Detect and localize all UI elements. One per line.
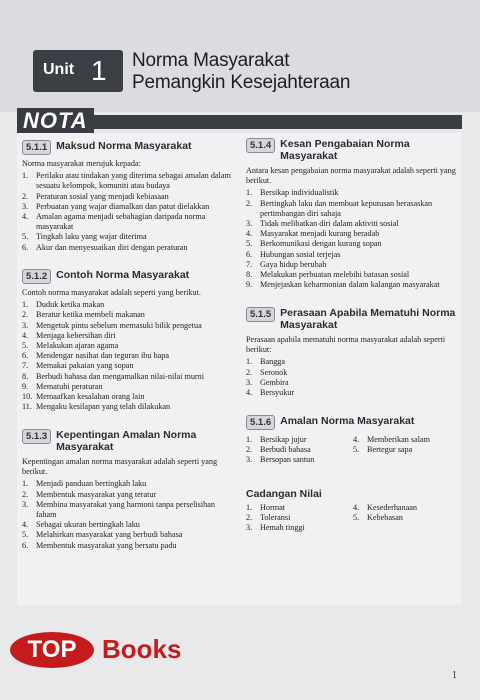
list-item-text: Toleransi [260, 513, 291, 523]
unit-label: Unit [43, 61, 75, 78]
list-item-text: Gaya hidup berubah [260, 259, 327, 269]
list-item [246, 378, 461, 388]
list-item-text: Bersikap individualistik [260, 188, 339, 198]
section-intro: Antara kesan pengabaian norma masyarakat adalah seperti yang berikut. [246, 166, 456, 186]
list-item-text: Peraturan sosial yang menjadi kebiasaan [36, 191, 169, 201]
list-item [22, 530, 237, 540]
list-item-number: 1. [246, 435, 253, 444]
list-item-text: Hemah tinggi [260, 523, 305, 533]
list-item-number: 2. [246, 445, 253, 455]
list-item [246, 357, 461, 367]
list-item [22, 331, 237, 341]
list-item [246, 250, 461, 260]
list-item-number: 1. [246, 357, 253, 367]
list-item-text: Perbuatan yang wajar diamalkan dan patut dielakkan [36, 201, 210, 211]
list-item [22, 232, 237, 242]
section-5-1-3 [22, 429, 237, 551]
section-title: Maksud Norma Masyarakat [56, 140, 192, 152]
unit-badge [33, 50, 123, 92]
list-item-number: 11. [22, 402, 32, 412]
list-item-number: 3. [246, 523, 253, 533]
list-item [246, 260, 461, 270]
list-item-text: Memaafkan kesalahan orang lain [36, 392, 145, 402]
list-item-number: 5. [353, 445, 360, 455]
list-item [246, 503, 353, 513]
list-item-number: 6. [22, 351, 29, 361]
list-item-text: Bersyukur [260, 388, 295, 398]
list-item [246, 435, 353, 445]
two-column-list [246, 435, 461, 466]
unit-number: 1 [91, 55, 107, 86]
list-item-number: 9. [22, 381, 29, 391]
section-5-1-6 [246, 415, 461, 466]
list-item-number: 2. [22, 191, 29, 201]
list-item-text: Bertingkah laku dan membuat keputusan berasaskan pertimbangan diri sahaja [260, 198, 433, 218]
list-item-number: 5. [353, 513, 360, 523]
section-header [246, 415, 461, 430]
list-item-number: 6. [22, 242, 29, 252]
list-item-number: 5. [22, 232, 29, 242]
section-5-1-2 [22, 269, 237, 412]
list-item [22, 541, 237, 551]
list-item-text: Memberikan salam [367, 435, 430, 444]
list-item-text: Melahirkan masyarakat yang berbudi bahasa [36, 530, 183, 540]
list-item [353, 513, 460, 523]
list-item-text: Menjaga kebersihan diri [36, 330, 116, 340]
list-item-text: Masyarakat menjadi kurang beradab [260, 229, 380, 239]
list-item-number: 3. [22, 499, 29, 509]
list [353, 503, 460, 534]
section-intro: Norma masyarakat merujuk kepada: [22, 159, 141, 168]
list-item-text: Amalan agama menjadi sebahagian daripada norma masyarakat [36, 212, 206, 232]
section-header [246, 138, 461, 162]
list-item-number: 2. [22, 310, 29, 320]
section-code: 5.1.3 [22, 429, 51, 444]
list-item-text: Beratur ketika membeli makanan [36, 310, 145, 320]
list-item-number: 7. [22, 361, 29, 371]
list-item [22, 361, 237, 371]
list-item-text: Memakai pakaian yang sopan [36, 361, 134, 371]
section-header [22, 429, 237, 453]
list-item-text: Berbudi bahasa [260, 445, 311, 455]
list-item [246, 368, 461, 378]
list-item-number: 4. [246, 229, 253, 239]
list-item-text: Mengetuk pintu sebelum memasuki bilik pengetua [36, 320, 202, 330]
list-item-text: Mengaku kesilapan yang telah dilakukan [36, 402, 171, 412]
list-item-text: Mendengar nasihat dan teguran ibu bapa [36, 351, 169, 361]
list-item [22, 202, 237, 212]
list-item [22, 310, 237, 320]
section-code: 5.1.2 [22, 269, 51, 284]
list-item-number: 1. [22, 479, 29, 489]
list-item-text: Gembira [260, 377, 289, 387]
list-item-number: 1. [246, 188, 253, 198]
list-item-text: Kebebasan [367, 513, 403, 523]
list [22, 300, 237, 412]
list-item [246, 455, 353, 465]
list-item [22, 243, 237, 253]
list-item [246, 188, 461, 198]
list-item [246, 388, 461, 398]
list-item-text: Bersikap jujur [260, 435, 307, 444]
list-item-text: Duduk ketika makan [36, 300, 105, 310]
list-item-number: 2. [246, 367, 253, 377]
list-item [22, 372, 237, 382]
list [22, 171, 237, 253]
list-item-text: Tidak melibatkan diri dalam aktiviti sosial [260, 219, 399, 229]
list-item [246, 445, 353, 455]
section-code: 5.1.5 [246, 307, 275, 322]
section-code: 5.1.1 [22, 140, 51, 155]
list-item-number: 10. [22, 392, 33, 402]
page-number: 1 [452, 670, 457, 681]
unit-title-line2: Pemangkin Kesejahteraan [132, 72, 351, 93]
list-item-text: Akur dan menyesuaikan diri dengan peraturan [36, 242, 188, 252]
logo-top: TOP [10, 632, 94, 668]
list-item [22, 300, 237, 310]
list-item-text: Mematuhi peraturan [36, 381, 103, 391]
list-item [246, 270, 461, 280]
list-item [353, 435, 460, 445]
section-intro: Perasaan apabila mematuhi norma masyarakat adalah seperti berikut: [246, 335, 446, 355]
two-column-list [246, 503, 461, 534]
section-5-1-1 [22, 140, 237, 253]
list [353, 435, 460, 466]
list-item-number: 3. [22, 320, 29, 330]
list-item [22, 479, 237, 489]
list-item [246, 280, 461, 290]
list-item-number: 1. [22, 300, 29, 310]
list-item [22, 192, 237, 202]
list-item-number: 4. [22, 330, 29, 340]
section-header [22, 140, 237, 155]
section-intro: Contoh norma masyarakat adalah seperti yang berikut. [22, 288, 201, 297]
list-item [353, 503, 460, 513]
list-item-number: 9. [246, 280, 253, 290]
cadangan-nilai [246, 488, 461, 534]
nota-heading: NOTA [17, 108, 94, 134]
list [22, 479, 237, 550]
list-item [246, 199, 461, 219]
list-item-number: 6. [246, 249, 253, 259]
list-item-number: 6. [22, 540, 29, 550]
section-title: Contoh Norma Masyarakat [56, 269, 190, 281]
list-item-text: Bertegur sapa [367, 445, 413, 455]
list-item [246, 229, 461, 239]
list-item-text: Menjadi panduan bertingkah laku [36, 479, 147, 489]
section-title: Perasaan Apabila Mematuhi Norma Masyarakat [280, 307, 456, 331]
list-item-number: 3. [246, 455, 253, 465]
list-item-text: Berbudi bahasa dan mengamalkan nilai-nilai murni [36, 371, 205, 381]
list-item-text: Melakukan perbuatan melebihi batasan sosial [260, 270, 410, 280]
list [246, 357, 461, 398]
logo-books: Books [102, 634, 182, 664]
list [246, 188, 461, 290]
list-item [22, 402, 237, 412]
list-item [22, 382, 237, 392]
unit-title-line1: Norma Masyarakat [132, 50, 290, 71]
list-item-number: 5. [22, 530, 29, 540]
list-item-text: Membina masyarakat yang harmoni tanpa perselisihan faham [36, 499, 215, 520]
list-item-number: 4. [353, 435, 360, 444]
list-item-text: Membentuk masyarakat yang bersatu padu [36, 540, 177, 550]
list-item-number: 4. [353, 503, 360, 512]
list-item-number: 3. [246, 377, 253, 387]
list-item [353, 445, 460, 455]
list-item [22, 171, 237, 191]
topbooks-logo [10, 632, 190, 668]
list-item-text: Bersopan santun [260, 455, 315, 465]
list-item-number: 1. [22, 171, 29, 181]
list-item-text: Berkomunikasi dengan kurang sopan [260, 239, 382, 249]
list-item-number: 3. [246, 219, 253, 229]
list-item-text: Bangga [260, 357, 286, 367]
section-code: 5.1.6 [246, 415, 275, 430]
list-item-text: Sebagai ukuran bertingkah laku [36, 520, 140, 530]
list-item-number: 5. [22, 341, 29, 351]
list-item-text: Perilaku atau tindakan yang diterima sebagai amalan dalam sesuatu kelompok, komuniti atau budaya [36, 171, 231, 191]
section-intro: Kepentingan amalan norma masyarakat adalah seperti yang berikut. [22, 457, 218, 477]
section-title: Kesan Pengabaian Norma Masyarakat [280, 138, 410, 162]
list-item [246, 523, 353, 533]
section-code: 5.1.4 [246, 138, 275, 153]
list [246, 503, 353, 534]
list-item [22, 351, 237, 361]
section-title: Kepentingan Amalan Norma Masyarakat [56, 429, 197, 453]
list-item-text: Hubungan sosial terjejas [260, 249, 341, 259]
section-5-1-4 [246, 138, 461, 290]
list-item [22, 212, 237, 232]
list-item [22, 500, 237, 520]
list-item [246, 239, 461, 249]
list-item-number: 4. [246, 388, 253, 398]
list-item-text: Hormat [260, 503, 286, 512]
cadangan-title: Cadangan Nilai [246, 488, 322, 500]
list-item-number: 4. [22, 520, 29, 530]
list-item [22, 392, 237, 402]
list-item-text: Melakukan ajaran agama [36, 341, 119, 351]
list-item-number: 2. [246, 198, 253, 208]
list-item-number: 2. [22, 489, 29, 499]
section-header [22, 269, 237, 284]
list-item-text: Membentuk masyarakat yang teratur [36, 489, 157, 499]
page-header [0, 0, 480, 112]
list-item-number: 3. [22, 201, 29, 211]
list-item-text: Kesederhanaan [367, 503, 418, 512]
list-item [22, 490, 237, 500]
list-item-number: 8. [22, 371, 29, 381]
section-title: Amalan Norma Masyarakat [280, 415, 415, 427]
list-item-number: 1. [246, 503, 253, 512]
list-item-text: Tingkah laku yang wajar diterima [36, 232, 147, 242]
section-header [246, 307, 461, 331]
list-item [22, 341, 237, 351]
list-item-number: 8. [246, 270, 253, 280]
list-item-text: Seronok [260, 367, 288, 377]
notes-panel [17, 133, 462, 605]
list-item [22, 520, 237, 530]
list-item-number: 4. [22, 212, 29, 222]
list-item-number: 5. [246, 239, 253, 249]
list-item [246, 513, 353, 523]
list-item-text: Menjejaskan keharmonian dalam kalangan masyarakat [260, 280, 440, 290]
section-5-1-5 [246, 307, 461, 398]
unit-title [132, 50, 350, 94]
list-item [22, 321, 237, 331]
list-item [246, 219, 461, 229]
list-item-number: 7. [246, 259, 253, 269]
list [246, 435, 353, 466]
list-item-number: 2. [246, 513, 253, 523]
